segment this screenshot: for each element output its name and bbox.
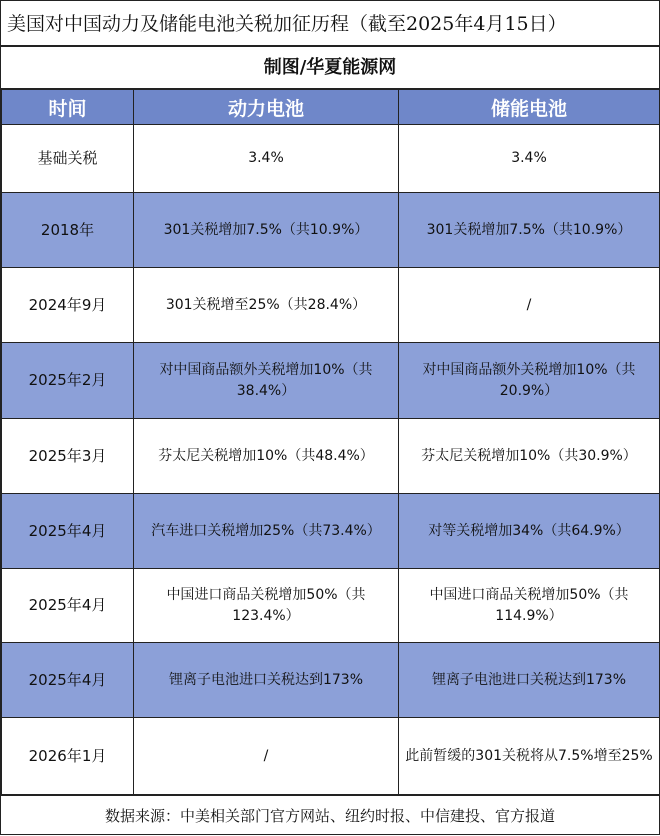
storage-battery-cell: / <box>399 268 660 343</box>
power-battery-cell: 芬太尼关税增加10%（共48.4%） <box>134 419 399 494</box>
table-row <box>2 419 660 494</box>
table-row <box>2 643 660 718</box>
table-row <box>2 569 660 643</box>
power-battery-cell: 汽车进口关税增加25%（共73.4%） <box>134 494 399 569</box>
storage-battery-cell: 对中国商品额外关税增加10%（共20.9%） <box>399 343 660 419</box>
producer-credit: 制图/华夏能源网 <box>1 47 659 89</box>
power-battery-cell: 301关税增加7.5%（共10.9%） <box>134 193 399 268</box>
time-cell: 2025年4月 <box>2 494 134 569</box>
table-row <box>2 343 660 419</box>
storage-battery-cell: 芬太尼关税增加10%（共30.9%） <box>399 419 660 494</box>
tariff-table <box>1 89 660 795</box>
table-row <box>2 718 660 795</box>
table-row <box>2 494 660 569</box>
storage-battery-cell: 3.4% <box>399 125 660 193</box>
power-battery-cell: 中国进口商品关税增加50%（共123.4%） <box>134 569 399 643</box>
time-cell: 2025年4月 <box>2 643 134 718</box>
table-row <box>2 268 660 343</box>
storage-battery-cell: 中国进口商品关税增加50%（共114.9%） <box>399 569 660 643</box>
time-cell: 2025年4月 <box>2 569 134 643</box>
time-cell: 2018年 <box>2 193 134 268</box>
table-header-row <box>2 90 660 125</box>
storage-battery-cell: 301关税增加7.5%（共10.9%） <box>399 193 660 268</box>
power-battery-cell: 锂离子电池进口关税达到173% <box>134 643 399 718</box>
column-header-power-battery: 动力电池 <box>134 90 399 125</box>
power-battery-cell: 301关税增至25%（共28.4%） <box>134 268 399 343</box>
time-cell: 2024年9月 <box>2 268 134 343</box>
power-battery-cell: / <box>134 718 399 795</box>
table-row <box>2 125 660 193</box>
page-title: 美国对中国动力及储能电池关税加征历程（截至2025年4月15日） <box>1 1 659 47</box>
column-header-time: 时间 <box>2 90 134 125</box>
storage-battery-cell: 此前暂缓的301关税将从7.5%增至25% <box>399 718 660 795</box>
time-cell: 2025年2月 <box>2 343 134 419</box>
table-row <box>2 193 660 268</box>
time-cell: 基础关税 <box>2 125 134 193</box>
storage-battery-cell: 锂离子电池进口关税达到173% <box>399 643 660 718</box>
column-header-storage-battery: 储能电池 <box>399 90 660 125</box>
power-battery-cell: 对中国商品额外关税增加10%（共38.4%） <box>134 343 399 419</box>
time-cell: 2026年1月 <box>2 718 134 795</box>
storage-battery-cell: 对等关税增加34%（共64.9%） <box>399 494 660 569</box>
power-battery-cell: 3.4% <box>134 125 399 193</box>
time-cell: 2025年3月 <box>2 419 134 494</box>
data-source-note: 数据来源：中美相关部门官方网站、纽约时报、中信建投、官方报道 <box>1 795 659 836</box>
